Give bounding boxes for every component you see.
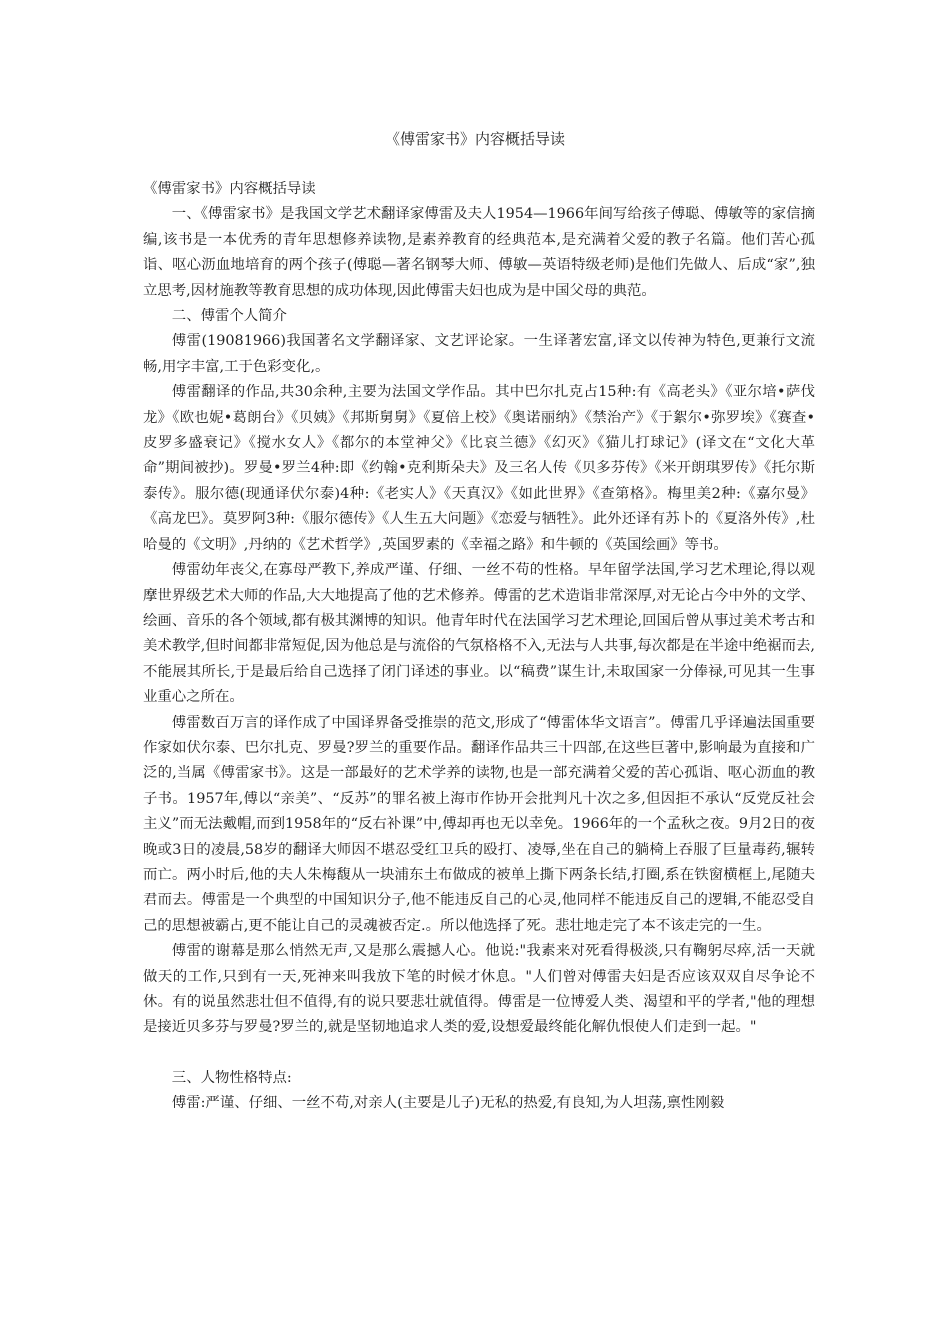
paragraph-biography: 傅雷(19081966)我国著名文学翻译家、文艺评论家。一生译著宏富,译文以传神为特色,更兼行文流畅,用字丰富,工于色彩变化,。 <box>143 333 815 375</box>
paragraph-translations: 傅雷翻译的作品,共30余种,主要为法国文学作品。其中巴尔扎克占15种:有《高老头》《亚尔培•萨伐龙》《欧也妮•葛朗台》《贝姨》《邦斯舅舅》《夏倍上校》《奥诺丽纳》《禁治产》《于絮尔•弥罗埃》《赛查•皮罗多盛衰记》《搅水女人》《都尔的本堂神父》《比哀兰德》《幻灭》《猫儿打球记》(译文在“文化大革命”期间被抄)。罗曼•罗兰4种:即《约翰•克利斯朵夫》及三名人传《贝多芬传》《米开朗琪罗传》《托尔斯泰传》。服尔德(现通译伏尔泰)4种:《老实人》《天真汉》《如此世界》《查第格》。梅里美2种:《嘉尔曼》《高龙巴》。莫罗阿3种:《服尔德传》《人生五大问题》《恋爱与牺牲》。此外还译有苏卜的《夏洛外传》,杜哈曼的《文明》,丹纳的《艺术哲学》,英国罗素的《幸福之路》和牛顿的《英国绘画》等书。 <box>143 384 815 553</box>
section-heading-character: 三、人物性格特点: <box>171 1069 292 1086</box>
section-heading-biography: 二、傅雷个人简介 <box>171 308 287 325</box>
paragraph-farewell: 傅雷的谢幕是那么悄然无声,又是那么震撼人心。他说:"我素来对死看得极淡,只有鞠躬尽瘁,活一天就做天的工作,只到有一天,死神来叫我放下笔的时候才休息。"人们曾对傅雷夫妇是否应该双双自尽争论不休。有的说虽然悲壮但不值得,有的说只要悲壮就值得。傅雷是一位博爱人类、渴望和平的学者,"他的理想是接近贝多芬与罗曼?罗兰的,就是坚韧地追求人类的爱,设想爱最终能化解仇恨使人们走到一起。" <box>143 943 815 1036</box>
document-title: 《傅雷家书》内容概括导读 <box>384 130 565 148</box>
body-heading: 《傅雷家书》内容概括导读 <box>143 181 316 197</box>
paragraph-youth: 傅雷幼年丧父,在寡母严教下,养成严谨、仔细、一丝不苟的性格。早年留学法国,学习艺术理论,得以观摩世界级艺术大师的作品,大大地提高了他的艺术修养。傅雷的艺术造诣非常深厚,对无论占今中外的文学、绘画、音乐的各个领域,都有极其渊博的知识。他青年时代在法国学习艺术理论,回国后曾从事过美术考古和美术教学,但时间都非常短促,因为他总是与流俗的气氛格格不入,无法与人共事,每次都是在半途中绝裾而去,不能展其所长,于是最后给自己选择了闭门译述的事业。以“稿费”谋生计,未取国家一分俸禄,可见其一生事业重心之所在。 <box>143 562 815 706</box>
document-body <box>143 177 815 1117</box>
paragraph-intro: 一、《傅雷家书》是我国文学艺术翻译家傅雷及夫人1954—1966年间写给孩子傅聪、傅敏等的家信摘编,该书是一本优秀的青年思想修养读物,是素养教育的经典范本,是充满着父爱的教子名篇。他们苦心孤诣、呕心沥血地培育的两个孩子(傅聪—著名钢琴大师、傅敏—英语特级老师)是他们先做人、后成“家”,独立思考,因材施教等教育思想的成功体现,因此傅雷夫妇也成为是中国父母的典范。 <box>143 206 815 299</box>
paragraph-legacy: 傅雷数百万言的译作成了中国译界备受推崇的范文,形成了“傅雷体华文语言”。傅雷几乎译遍法国重要作家如伏尔泰、巴尔扎克、罗曼?罗兰的重要作品。翻译作品共三十四部,在这些巨著中,影响最为直接和广泛的,当属《傅雷家书》。这是一部最好的艺术学养的读物,也是一部充满着父爱的苦心孤诣、呕心沥血的教子书。1957年,傅以“亲美”、“反苏”的罪名被上海市作协开会批判凡十次之多,但因拒不承认“反党反社会主义”而无法戴帽,而到1958年的“反右补课”中,傅却再也无以幸免。1966年的一个孟秋之夜。9月2日的夜晚或3日的凌晨,58岁的翻译大师因不堪忍受红卫兵的殴打、凌辱,坐在自己的躺椅上吞服了巨量毒药,辗转而亡。两小时后,他的夫人朱梅馥从一块浦东土布做成的被单上撕下两条长结,打圈,系在铁窗横框上,尾随夫君而去。傅雷是一个典型的中国知识分子,他不能违反自己的心灵,他同样不能违反自己的逻辑,不能忍受自己的思想被霸占,更不能让自己的灵魂被否定.。所以他选择了死。悲壮地走完了本不该走完的一生。 <box>143 714 815 934</box>
paragraph-spacer <box>143 1041 815 1066</box>
paragraph-character: 傅雷:严谨、仔细、一丝不苟,对亲人(主要是儿子)无私的热爱,有良知,为人坦荡,禀性刚毅 <box>171 1095 725 1112</box>
